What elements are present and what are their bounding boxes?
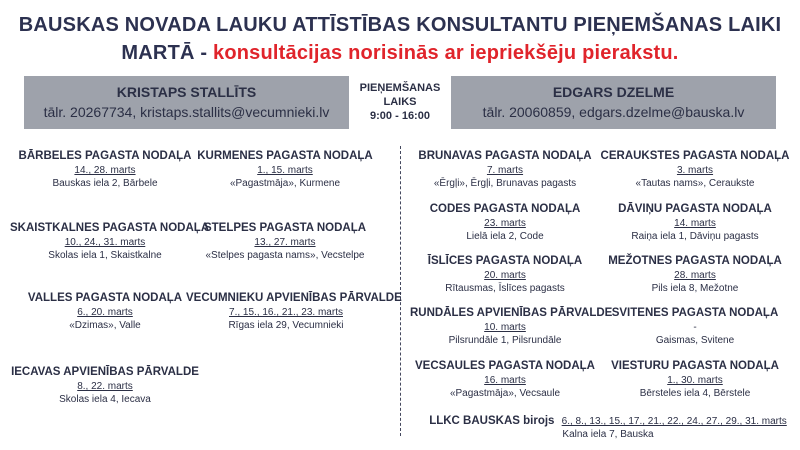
- office-name: VIESTURU PAGASTA NODAĻA: [611, 360, 779, 372]
- office-address: Bērsteles iela 4, Bērstele: [639, 388, 751, 399]
- consultant-name: KRISTAPS STALLĪTS: [116, 84, 257, 100]
- office-dates: 7. marts: [486, 165, 524, 176]
- page-title-line-2: [0, 42, 800, 65]
- office-vecsaule: [410, 360, 600, 399]
- office-name: DĀVIŅU PAGASTA NODAĻA: [618, 203, 772, 215]
- office-address: Gaismas, Svitene: [655, 335, 735, 346]
- office-address: Kalna iela 7, Bauska: [562, 429, 654, 440]
- office-name: SVITENES PAGASTA NODAĻA: [611, 307, 779, 319]
- office-valle: [10, 292, 200, 331]
- office-stelpe: [190, 222, 380, 261]
- llkc-heading: [428, 415, 788, 427]
- office-dates: 10., 24., 31. marts: [64, 237, 146, 248]
- hours-label-1: PIEŅEMŠANAS: [359, 82, 441, 94]
- office-address: «Ērgļi», Ērgļi, Brunavas pagasts: [433, 178, 577, 189]
- office-address: Lielā iela 2, Code: [466, 231, 544, 242]
- office-barbele: [10, 150, 200, 189]
- office-dates: 20. marts: [484, 270, 526, 281]
- office-name: VECUMNIEKU APVIENĪBAS PĀRVALDE: [186, 292, 402, 304]
- office-dates: -: [693, 322, 697, 333]
- office-dates: 7., 15., 16., 21., 23. marts: [229, 307, 343, 318]
- office-name: RUNDĀLES APVIENĪBAS PĀRVALDE: [410, 307, 613, 319]
- office-viesturi: [600, 360, 790, 399]
- consultant-name: EDGARS DZELME: [552, 84, 675, 100]
- office-dates: 1., 15. marts: [257, 165, 313, 176]
- office-address: Rīgas iela 29, Vecumnieki: [228, 320, 344, 331]
- office-address: Skolas iela 4, Iecava: [59, 394, 151, 405]
- office-address: Pilsrundāle 1, Pilsrundāle: [448, 335, 562, 346]
- office-address: «Pagastmāja», Vecsaule: [449, 388, 561, 399]
- office-dates: 1., 30. marts: [667, 375, 723, 386]
- office-dates: 13., 27. marts: [254, 237, 316, 248]
- office-address: «Stelpes pagasta nams», Vecstelpe: [205, 250, 365, 261]
- consultant-contact: tālr. 20060859, edgars.dzelme@bauska.lv: [482, 104, 745, 120]
- office-name: BĀRBELES PAGASTA NODAĻA: [18, 150, 192, 162]
- office-name: CODES PAGASTA NODAĻA: [429, 203, 581, 215]
- office-name: BRUNAVAS PAGASTA NODAĻA: [418, 150, 592, 162]
- hours-label-2: LAIKS: [383, 96, 417, 108]
- office-address: Pils iela 8, Mežotne: [651, 283, 739, 294]
- page-title-line-1: BAUSKAS NOVADA LAUKU ATTĪSTĪBAS KONSULTANTU PIEŅEMŠANAS LAIKI: [18, 14, 782, 36]
- column-divider: [400, 146, 401, 436]
- office-name: MEŽOTNES PAGASTA NODAĻA: [608, 255, 782, 267]
- office-address: Skolas iela 1, Skaistkalne: [48, 250, 162, 261]
- office-address: «Tautas nams», Ceraukste: [635, 178, 755, 189]
- office-rundale: [410, 307, 613, 346]
- office-name: VECSAULES PAGASTA NODAĻA: [415, 360, 595, 372]
- office-name: ĪSLĪCES PAGASTA NODAĻA: [427, 255, 583, 267]
- office-dates: 28. marts: [674, 270, 716, 281]
- office-davini: [600, 203, 790, 242]
- office-code: [410, 203, 600, 242]
- office-name: KURMENES PAGASTA NODAĻA: [197, 150, 373, 162]
- office-address: Bauskas iela 2, Bārbele: [52, 178, 158, 189]
- office-name: SKAISTKALNES PAGASTA NODAĻA: [10, 222, 210, 234]
- office-skaistkalne: [10, 222, 210, 261]
- office-name: VALLES PAGASTA NODAĻA: [27, 292, 183, 304]
- office-dates: 6., 8., 13., 15., 17., 21., 22., 24., 27., 29., 31. marts: [561, 416, 787, 427]
- office-dates: 14. marts: [674, 218, 716, 229]
- office-brunava: [410, 150, 600, 189]
- office-dates: 16. marts: [484, 375, 526, 386]
- office-name: STELPES PAGASTA NODAĻA: [203, 222, 367, 234]
- consultant-card-left: [24, 76, 349, 129]
- office-islice: [410, 255, 600, 294]
- office-dates: 3. marts: [676, 165, 714, 176]
- office-kurmene: [190, 150, 380, 189]
- office-dates: 6., 20. marts: [77, 307, 133, 318]
- office-ceraukste: [600, 150, 790, 189]
- office-address: «Pagastmāja», Kurmene: [229, 178, 341, 189]
- office-svitene: [600, 307, 790, 346]
- office-name: CERAUKSTES PAGASTA NODAĻA: [600, 150, 790, 162]
- hours-time: 9:00 - 16:00: [370, 110, 430, 122]
- office-name: LLKC BAUSKAS birojs: [429, 415, 555, 427]
- title-notice: konsultācijas norisinās ar iepriekšēju pierakstu.: [213, 42, 679, 64]
- office-address: Rītausmas, Īslīces pagasts: [445, 283, 565, 294]
- consultant-contact: tālr. 20267734, kristaps.stallits@vecumnieki.lv: [43, 104, 330, 120]
- office-dates: 10. marts: [484, 322, 526, 333]
- office-vecumnieki: [186, 292, 402, 331]
- reception-hours: [351, 81, 449, 123]
- office-address: Raiņa iela 1, Dāviņu pagasts: [631, 231, 759, 242]
- office-mezotne: [600, 255, 790, 294]
- office-dates: 23. marts: [484, 218, 526, 229]
- office-name: IECAVAS APVIENĪBAS PĀRVALDE: [11, 366, 199, 378]
- office-address: «Dzimas», Valle: [69, 320, 141, 331]
- office-dates: 14., 28. marts: [74, 165, 136, 176]
- office-dates: 8., 22. marts: [77, 381, 133, 392]
- title-month: MARTĀ -: [121, 42, 208, 64]
- office-iecava: [10, 366, 200, 405]
- office-llkc-bauska: [428, 415, 788, 440]
- consultant-card-right: [451, 76, 776, 129]
